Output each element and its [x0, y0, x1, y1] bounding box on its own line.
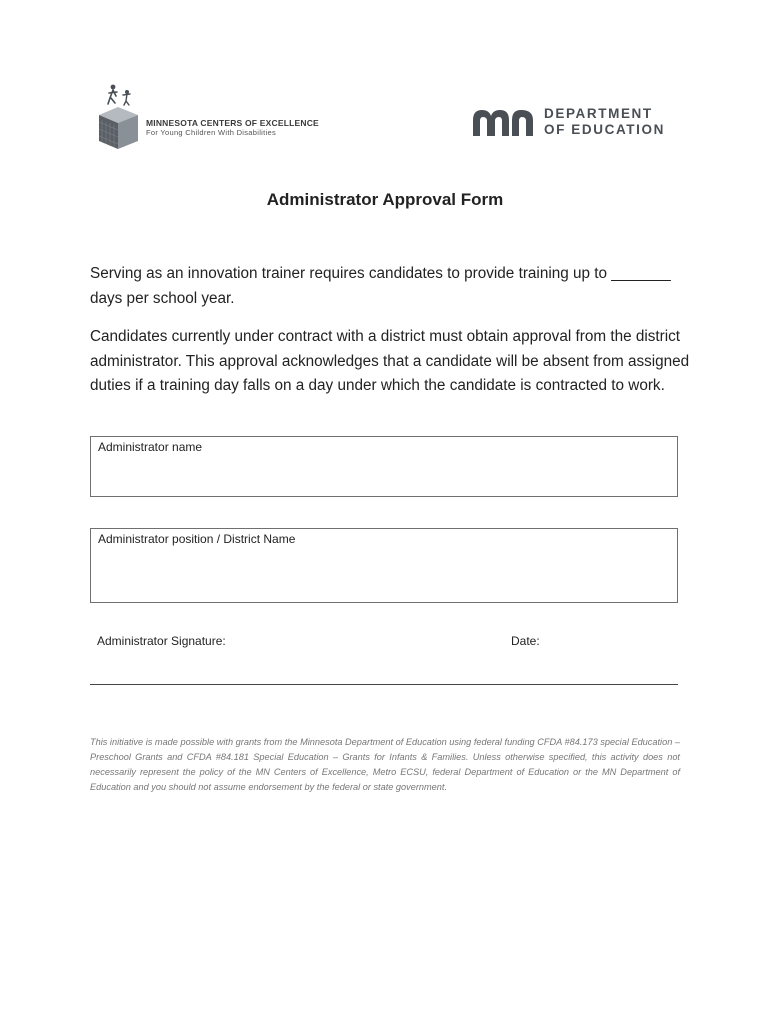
- intro-paragraph: Serving as an innovation trainer requires candidates to provide training up to _______ days per school year.: [90, 265, 671, 307]
- administrator-position-label: Administrator position / District Name: [98, 532, 296, 546]
- cube-figures-icon: [96, 82, 146, 154]
- funding-disclaimer: This initiative is made possible with grants from the Minnesota Department of Education using federal funding CFDA #84.173 special Education – Preschool Grants and CFDA #84.181 Special Education – Grants for Infants & Families. Unless otherwise specified, this activity does not necessarily represent the policy of the MN Centers of Excellence, Metro ECSU, federal Department of Education or the MN Department of Education and you should not assume endorsement by the federal or state government.: [90, 737, 680, 792]
- logo-dept-line2: OF EDUCATION: [544, 122, 665, 137]
- logo-dept-line1: DEPARTMENT: [544, 106, 653, 121]
- approval-paragraph: Candidates currently under contract with a district must obtain approval from the district administrator. This approval acknowledges that a candidate will be absent from assigned duties if a training day falls on a day under which the candidate is contracted to work.: [90, 328, 690, 394]
- administrator-name-label: Administrator name: [98, 440, 203, 454]
- administrator-name-field[interactable]: [90, 436, 678, 497]
- date-label: Date:: [511, 634, 540, 648]
- mn-centers-of-excellence-logo: [96, 82, 319, 154]
- mn-department-of-education-logo: [470, 106, 690, 140]
- form-title: Administrator Approval Form: [266, 190, 504, 209]
- mn-mark-icon: [470, 106, 536, 140]
- signature-line[interactable]: [90, 684, 678, 685]
- logo-org-subtitle: For Young Children With Disabilities: [146, 128, 277, 137]
- signature-label: Administrator Signature:: [97, 634, 226, 648]
- logo-org-name: MINNESOTA CENTERS OF EXCELLENCE: [146, 118, 319, 128]
- administrator-position-field[interactable]: [90, 528, 678, 603]
